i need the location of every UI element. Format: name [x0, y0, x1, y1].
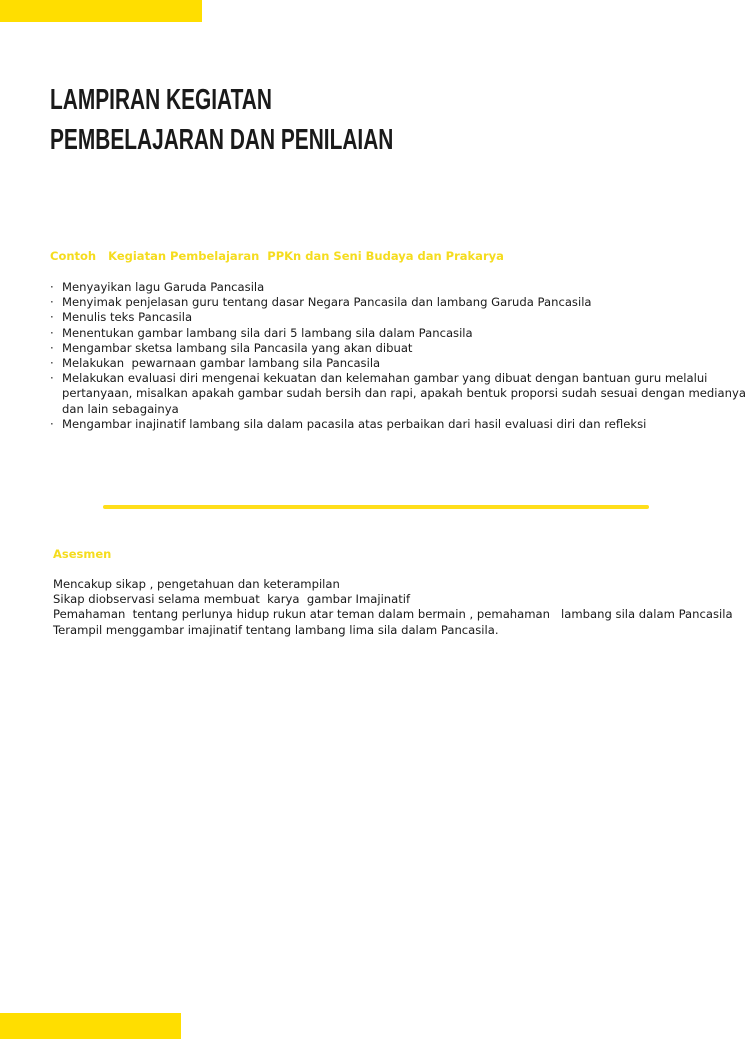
page-title-line-2: PEMBELAJARAN DAN PENILAIAN — [50, 124, 394, 156]
list-item: · Menyimak penjelasan guru tentang dasar Negara Pancasila dan lambang Garuda Pancasila — [50, 295, 592, 310]
list-item: · Mengambar sketsa lambang sila Pancasila yang akan dibuat — [50, 340, 413, 355]
list-item: · Melakukan evaluasi diri mengenai kekuatan dan kelemahan gambar yang dibuat dengan bantuan guru melalui pertanyaan, misalkan apakah gambar sudah bersih dan rapi, apakah bentuk proporsi sudah sesuai dengan medianya dan lain sebagainya — [50, 371, 750, 416]
activities-list — [50, 280, 750, 432]
assessment-heading: Asesmen — [53, 547, 112, 561]
assessment-paragraph: Mencakup sikap , pengetahuan dan keterampilan — [53, 577, 340, 591]
bullet-icon: · — [50, 356, 54, 371]
bottom-accent-bar — [0, 1013, 181, 1039]
page-title — [50, 80, 393, 160]
assessment-paragraph: Sikap diobservasi selama membuat karya gambar Imajinatif — [53, 592, 411, 607]
page-title-line-1: LAMPIRAN KEGIATAN — [50, 84, 272, 116]
assessment-paragraph: Pemahaman tentang perlunya hidup rukun atar teman dalam bermain , pemahaman lambang sila dalam Pancasila — [53, 607, 733, 622]
section-divider — [103, 505, 649, 509]
bullet-icon: · — [50, 340, 54, 355]
bullet-icon: · — [50, 325, 54, 340]
list-item: · Menulis teks Pancasila — [50, 310, 193, 325]
list-item: · Menentukan gambar lambang sila dari 5 lambang sila dalam Pancasila — [50, 325, 473, 340]
assessment-paragraph: Terampil menggambar imajinatif tentang lambang lima sila dalam Pancasila. — [53, 622, 499, 637]
list-item: · Mengambar inajinatif lambang sila dalam pacasila atas perbaikan dari hasil evaluasi diri dan refleksi — [50, 416, 647, 431]
activities-heading: Contoh Kegiatan Pembelajaran PPKn dan Seni Budaya dan Prakarya — [50, 249, 504, 263]
list-item: · Melakukan pewarnaan gambar lambang sila Pancasila — [50, 356, 381, 371]
bullet-icon: · — [50, 280, 54, 294]
bullet-icon: · — [50, 371, 54, 386]
top-accent-bar — [0, 0, 202, 22]
assessment-body — [53, 577, 733, 638]
list-item: · Menyayikan lagu Garuda Pancasila — [50, 280, 265, 294]
bullet-icon: · — [50, 295, 54, 310]
bullet-icon: · — [50, 310, 54, 325]
bullet-icon: · — [50, 416, 54, 431]
